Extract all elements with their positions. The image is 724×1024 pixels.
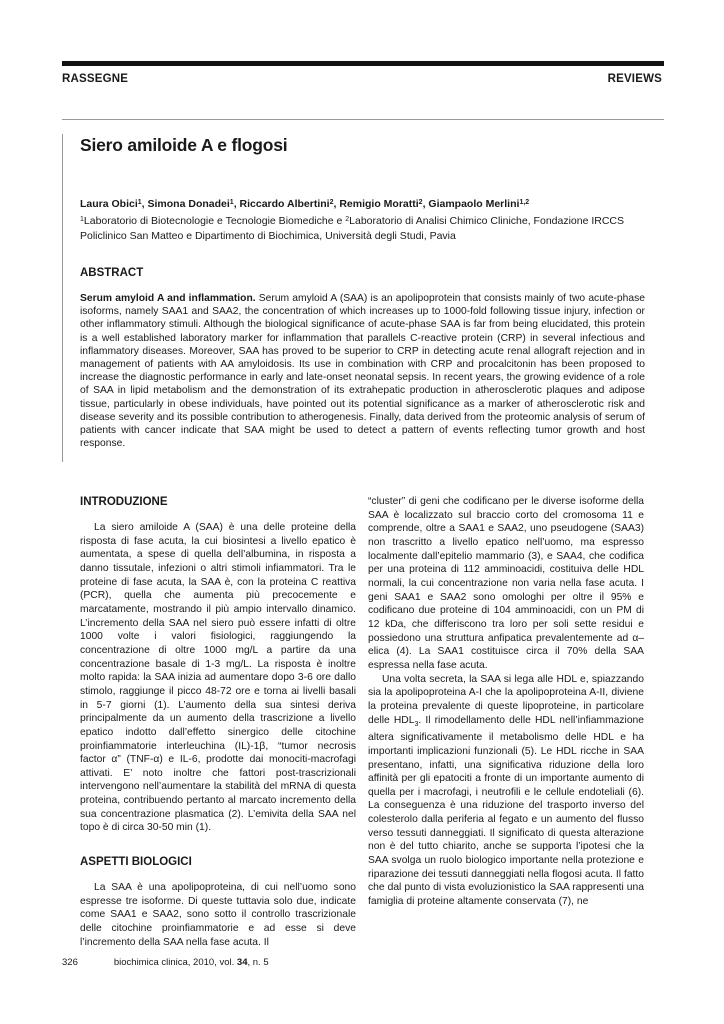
page-number: 326: [62, 957, 78, 968]
page-footer: [62, 957, 269, 968]
abstract-side-rule: [62, 134, 63, 462]
journal-citation: biochimica clinica, 2010, vol. 34, n. 5: [113, 957, 269, 968]
affiliations: $^1$Laboratorio di Biotecnologie e Tecnologie Biomediche e $^2$Laboratorio di Analisi Chimico Cliniche, Fondazione IRCCS Policlinico San Matteo e Dipartimento di Biochimica, Università degli Studi, Pavia: [80, 215, 625, 242]
author-name: Giampaolo Merlini: [428, 198, 520, 210]
author-name: Remigio Moratti: [339, 198, 419, 210]
article-title: Siero amiloide A e flogosi: [80, 135, 288, 155]
section-label-reviews: REVIEWS: [607, 73, 662, 85]
abstract-text: Serum amyloid A and inflammation. Serum amyloid A (SAA) is an apolipoprotein that consists mainly of two acute-phase isoforms, namely SAA1 and SAA2, the concentration of which increases up to 1000-fold following tissue injury, infection or other inflammatory stimuli. Although the biological significance of acute-phase SAA is far from being elucidated, this protein is a well established laboratory marker for inflammation that parallels C-reactive protein (CRP) in several infectious and inflammatory diseases. Moreover, SAA has proved to be superior to CRP in detecting acute renal allograft rejection and in management of patients with AA amyloidosis. Its use in combination with CRP and procalcitonin has been proposed to increase the diagnostic performance in early and late-onset neonatal sepsis. In recent years, the growing evidence of a role of SAA in lipid metabolism and the demonstration of its extrahepatic production in atherosclerotic plaques and adipose tissue, particularly in obese individuals, have pointed out its potential significance as a marker of atherosclerotic risk and disease severity and its possible contribution to atherogenesis. Finally, data derived from the proteomic analysis of serum of patients with cancer indicate that SAA might be used to detect a pattern of events reflecting tumor growth and host response.: [80, 293, 645, 450]
abstract-heading: ABSTRACT: [80, 267, 144, 279]
right-column: [368, 495, 644, 909]
intro-heading: INTRODUZIONE: [80, 496, 168, 508]
right-paragraph-1: “cluster” di geni che codificano per le diverse isoforme della SAA è localizzato sul braccio corto del cromosoma 11 e comprende, oltre a SAA1 e SAA2, uno pseudogene (SAA3) non trascritto a livello epatico nell’uomo, ma espresso localmente dall’epitelio mammario (3), e SAA4, che codifica per una proteina di 112 amminoacidi, costituiva delle HDL normali, la cui concentrazione non varia nella fase acuta. I geni SAA1 e SAA2 sono omologhi per oltre il 95% e codificano due proteine di 104 amminoacidi, con un PM di 12 kDa, che differiscono tra loro per soli sette residui e possiedono una struttura anfipatica prevalentemente ad α–elica (4). La SAA1 costituisce circa il 70% della SAA espressa nella fase acuta.: [368, 496, 644, 671]
abstract-lead: Serum amyloid A and inflammation.: [80, 293, 256, 304]
author-name: Simona Donadei: [147, 198, 230, 210]
bio-heading: ASPETTI BIOLOGICI: [80, 856, 192, 869]
author-name: Riccardo Albertini: [239, 198, 330, 210]
right-paragraph-2: Una volta secreta, la SAA si lega alle HDL e, spiazzando sia la apolipoproteina A-I che la apolipoproteina A-II, diviene la proteina prevalente di queste lipoproteine, in particolare delle $HDL_3$. Il rimodellamento delle HDL nell’infiammazione altera significativamente il metabolismo delle HDL e ha importanti implicazioni funzionali (5). Le HDL ricche in SAA presentano, infatti, una significativa riduzione della loro affinità per gli epatociti a fronte di un importante aumento di quella per i macrofagi, i neutrofili e le cellule endoteliali (6). La conseguenza è una riduzione del trasporto inverso del colesterolo dalla periferia al fegato e un aumento del flusso verso tessuti danneggiati. Il significato di questa alterazione non è del tutto chiarito, anche se supporta l’ipotesi che la SAA svolga un ruolo biologico importante nella protezione e riparazione dei tessuti danneggiati nella flogosi acuta. Il fatto che dal punto di vista evoluzionistico la SAA rappresenti una famiglia di proteine altamente conservata (7), ne: [368, 673, 644, 908]
author-name: Laura Obici: [80, 198, 138, 210]
header-rule: [62, 61, 664, 66]
title-rule: [62, 119, 664, 120]
intro-paragraph: La siero amiloide A (SAA) è una delle proteine della risposta di fase acuta, la cui biosintesi a livello epatico è aumentata, a spese di quella dell’albumina, in risposta a danno tissutale, infezioni o altri stimoli infiammatori. Tra le proteine di fase acuta, la SAA è, con la proteina C reattiva (PCR), quella che aumenta più precocemente e marcatamente, mostrando il più ampio intervallo dinamico. L’incremento della SAA nel siero può essere infatti di oltre 1000 volte i valori fisiologici, raggiungendo la concentrazione di oltre 1000 mg/L a partire da una concentrazione basale di 1-3 mg/L. La risposta è inoltre molto rapida: la SAA inizia ad aumentare dopo 3-6 ore dallo stimolo, raggiunge il picco 48-72 ore e torna ai livelli basali in 5-7 giorni (1). L’aumento della sua sintesi deriva principalmente da un aumento della trascrizione a livello epatico indotto dall’effetto sinergico delle citochine proinfiammatorie interleuchina (IL)-1β, “tumor necrosis factor α” (TNF-α) e IL-6, prodotte dai monociti-macrofagi attivati. E’ noto inoltre che fattori post-trascrizionali intervengono nell’aumentare la stabilità del mRNA di questa proteina, contribuendo pertanto al marcato incremento della sua concentrazione plasmatica (2). L’emivita della SAA nel topo è di circa 30-50 min (1).: [80, 522, 356, 834]
section-label-rassegne: RASSEGNE: [62, 73, 129, 85]
left-column: [80, 495, 356, 949]
author-list: Laura Obici$^1$, Simona Donadei$^1$, Riccardo Albertini$^2$, Remigio Moratti$^2$, Giampaolo Merlini$^{1,2}$: [80, 198, 530, 210]
bio-paragraph: La SAA è una apolipoproteina, di cui nell’uomo sono espresse tre isoforme. Di queste tuttavia solo due, indicate come SAA1 e SAA2, sono sotto il controllo trascrizionale delle citochine proinfiammatorie e ad esse si deve l’incremento della SAA nella fase acuta. Il: [80, 882, 356, 948]
